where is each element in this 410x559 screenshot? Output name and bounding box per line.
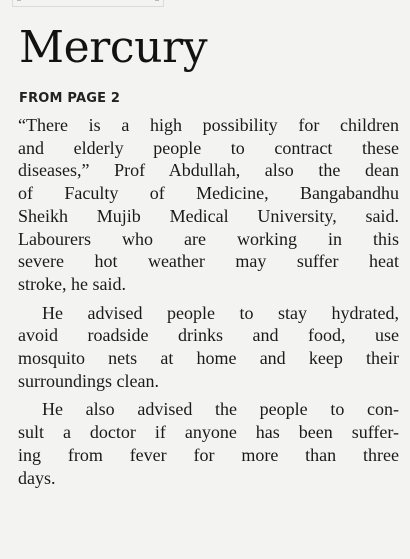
paragraph-2 (18, 302, 399, 393)
article-line: stroke, he said. (18, 273, 126, 294)
article-line: Sheikh Mujib Medical University, said. (18, 205, 399, 226)
article-line: and elderly people to contract these (18, 137, 399, 158)
article-line: Labourers who are working in this (18, 228, 399, 249)
article-body (18, 114, 399, 495)
article-line: days. (18, 467, 56, 488)
article-line: diseases,” Prof Abdullah, also the dean (18, 160, 399, 181)
paragraph-1 (18, 114, 399, 296)
article-line: severe hot weather may suffer heat (18, 251, 399, 272)
article-line: avoid roadside drinks and food, use (18, 325, 399, 346)
headline: Mercury (19, 22, 208, 73)
article-line: mosquito nets at home and keep their (18, 348, 399, 369)
article-line: sult a doctor if anyone has been suffer- (18, 422, 399, 443)
article-line: He also advised the people to con- (42, 399, 399, 420)
article-line: “There is a high possibility for children (18, 115, 399, 135)
paragraph-3 (18, 398, 399, 489)
article-line: surroundings clean. (18, 370, 159, 391)
article-line: He advised people to stay hydrated, (42, 302, 399, 323)
article-line: ing from fever for more than three (18, 444, 399, 465)
cropped-top-fragment (12, 0, 164, 7)
jump-line: FROM PAGE 2 (19, 91, 121, 106)
article-line: of Faculty of Medicine, Bangabandhu (18, 183, 399, 204)
